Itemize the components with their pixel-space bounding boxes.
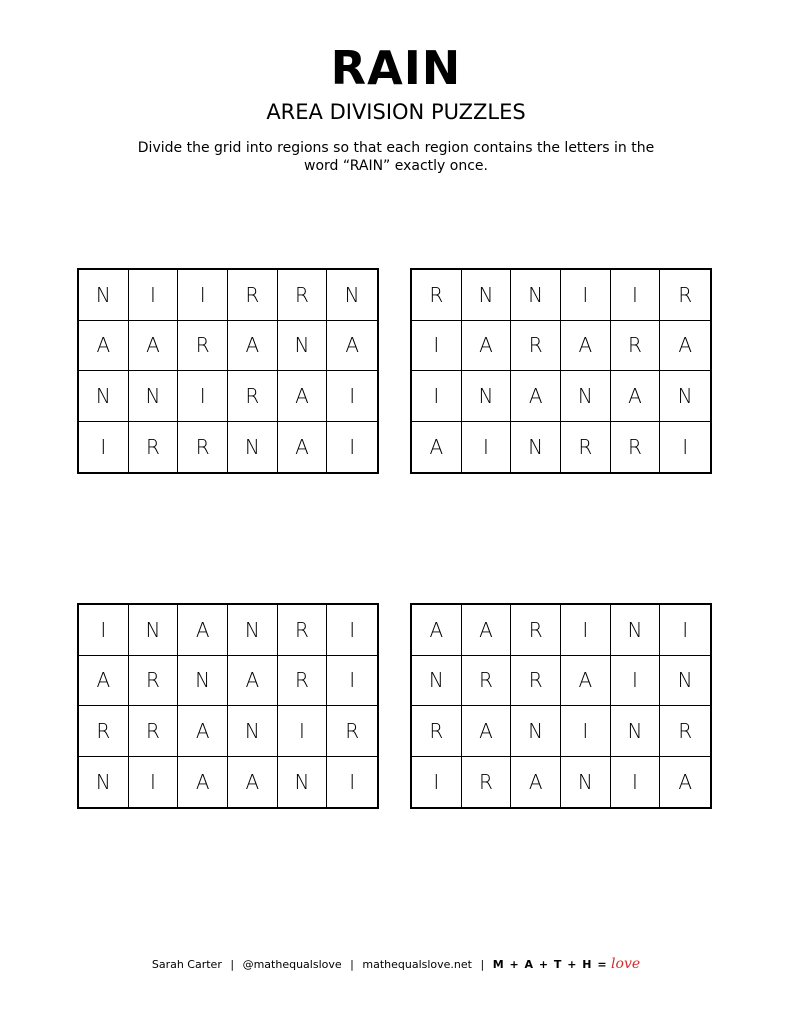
grid-cell: N (511, 706, 561, 757)
grid-cell: R (278, 656, 328, 707)
grid-cell: I (129, 757, 179, 808)
grid-cell: I (561, 706, 611, 757)
grid-cell: N (129, 605, 179, 656)
grid-cell: A (511, 757, 561, 808)
grid-cell: N (511, 270, 561, 321)
grid-cell: N (327, 270, 377, 321)
grid-cell: N (228, 422, 278, 473)
grid-cell: R (660, 270, 710, 321)
grid-cell: R (178, 321, 228, 372)
grid-cell: A (278, 422, 328, 473)
grid-cell: I (412, 757, 462, 808)
grid-cell: A (178, 605, 228, 656)
grid-cell: R (611, 321, 661, 372)
puzzle-grid-3 (77, 603, 379, 809)
grid-cell: I (349, 769, 356, 794)
grid-cell: R (79, 706, 129, 757)
grid-cell: I (682, 434, 689, 459)
grid-cell: A (462, 321, 512, 372)
grid-cell: A (412, 605, 462, 656)
grid-cell: A (129, 321, 179, 372)
grid-cell: N (462, 371, 512, 422)
grid-cell: I (349, 434, 356, 459)
grid-cell: A (228, 321, 278, 372)
grid-cell: I (79, 422, 129, 473)
grid-cell: R (660, 706, 710, 757)
grid-cell: N (660, 656, 710, 707)
grid-cell: R (462, 757, 512, 808)
grid-cell: A (178, 757, 228, 808)
puzzle-grid-1 (77, 268, 379, 474)
grid-cell: I (561, 270, 611, 321)
grid-cell: A (462, 605, 512, 656)
grid-cell: R (178, 422, 228, 473)
grid-cell: I (660, 605, 710, 656)
grid-cell: N (178, 656, 228, 707)
grid-cell: N (611, 605, 661, 656)
grid-cell: I (611, 757, 661, 808)
instructions-line-2: word “RAIN” exactly once. (304, 158, 488, 174)
grid-cell: I (129, 270, 179, 321)
grid-cell: R (561, 422, 611, 473)
grid-cell: R (511, 605, 561, 656)
grid-cell: R (511, 321, 561, 372)
footer-handle: @mathequalslove (242, 958, 342, 971)
grid-cell: N (79, 371, 129, 422)
grid-cell: I (327, 605, 377, 656)
grid-cell: N (228, 706, 278, 757)
grid-cell: N (228, 605, 278, 656)
grid-cell: I (462, 422, 512, 473)
grid-cell: A (462, 706, 512, 757)
grid-cell: N (412, 656, 462, 707)
grid-cell: R (462, 656, 512, 707)
grid-cell: A (178, 706, 228, 757)
grid-cell: R (129, 706, 179, 757)
grid-cell: I (178, 371, 228, 422)
grid-cell: A (412, 422, 462, 473)
grid-cell: A (228, 656, 278, 707)
grid-cell: A (561, 321, 611, 372)
grid-cell: A (511, 371, 561, 422)
grid-cell: I (327, 371, 377, 422)
grid-cell: N (561, 757, 611, 808)
grid-cell: I (178, 270, 228, 321)
grid-cell: N (511, 422, 561, 473)
grid-cell: R (278, 270, 328, 321)
instructions (120, 139, 672, 175)
grid-cell: N (278, 757, 328, 808)
grid-cell: A (79, 656, 129, 707)
grid-cell: R (129, 656, 179, 707)
grid-cell: R (327, 706, 377, 757)
grid-cell: R (228, 270, 278, 321)
grid-cell: N (278, 321, 328, 372)
footer-separator: | (350, 958, 354, 971)
grid-cell: I (79, 605, 129, 656)
grid-cell: R (412, 270, 462, 321)
grid-cell: I (327, 656, 377, 707)
grid-cell: I (611, 656, 661, 707)
grid-cell: I (412, 371, 462, 422)
footer-author: Sarah Carter (151, 958, 222, 971)
puzzle-grid-2 (410, 268, 712, 474)
footer-site: mathequalslove.net (362, 958, 472, 971)
grid-cell: R (129, 422, 179, 473)
footer-brand: M + A + T + H = (492, 958, 608, 971)
grid-cell: N (561, 371, 611, 422)
grid-cell: N (462, 270, 512, 321)
grid-cell: A (611, 371, 661, 422)
grid-cell: A (660, 321, 710, 372)
footer-love-logo: love (611, 956, 641, 972)
grid-cell: I (278, 706, 328, 757)
grid-cell: R (278, 605, 328, 656)
page-title: RAIN (330, 41, 462, 95)
grid-cell: R (412, 706, 462, 757)
grid-cell: I (611, 270, 661, 321)
grid-cell: R (228, 371, 278, 422)
grid-cell: N (79, 270, 129, 321)
grid-cell: N (129, 371, 179, 422)
grid-cell: A (278, 371, 328, 422)
grid-cell: R (511, 656, 561, 707)
grid-cell: N (660, 371, 710, 422)
grid-cell: N (79, 757, 129, 808)
footer (0, 957, 792, 972)
puzzle-grid-4 (410, 603, 712, 809)
grid-cell: R (611, 422, 661, 473)
grid-cell: A (561, 656, 611, 707)
grid-cell: A (327, 321, 377, 372)
grid-cell: I (561, 605, 611, 656)
page-subtitle: AREA DIVISION PUZZLES (266, 100, 526, 124)
grid-cell: A (678, 769, 692, 794)
grid-cell: A (228, 757, 278, 808)
grid-cell: I (412, 321, 462, 372)
instructions-line-1: Divide the grid into regions so that each region contains the letters in the (137, 140, 655, 156)
footer-separator: | (230, 958, 235, 971)
footer-separator: | (480, 958, 485, 971)
grid-cell: N (611, 706, 661, 757)
grid-cell: A (79, 321, 129, 372)
